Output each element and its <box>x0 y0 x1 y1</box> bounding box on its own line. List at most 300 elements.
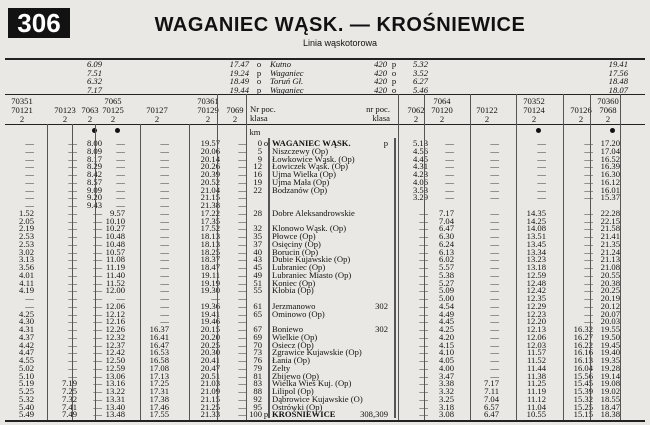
departure-time: — <box>68 316 77 327</box>
departure-time: 7.11 <box>484 386 499 396</box>
train-class: 2 <box>578 114 584 124</box>
table-ref: 420 <box>374 76 387 87</box>
departure-time: — <box>419 378 428 389</box>
connection-time: 5.46 <box>412 84 428 95</box>
connection-station: Waganiec <box>270 84 304 95</box>
departure-time: — <box>490 370 499 381</box>
departure-time: 16.13 <box>573 355 593 365</box>
departure-time: — <box>93 316 102 327</box>
departure-time: 4.30 <box>18 316 34 327</box>
train-number: 7065 <box>104 96 122 106</box>
train-number: 7068 <box>599 105 617 115</box>
departure-time: — <box>419 269 428 280</box>
train-number: 70360 <box>597 96 619 106</box>
train-class: 2 <box>87 114 93 124</box>
train-class: 2 <box>110 114 116 124</box>
departure-time: 3.38 <box>438 378 454 389</box>
connection-time: 18.48 <box>608 76 628 87</box>
km-marker: 55 <box>253 285 262 296</box>
departure-time: 16.27 <box>573 331 593 342</box>
train-class: 2 <box>19 114 25 124</box>
departure-time: 6.57 <box>483 401 499 412</box>
departure-time: 6.02 <box>438 254 454 265</box>
departure-time: 5.57 <box>438 262 454 272</box>
departure-time: 5.13 <box>412 138 428 148</box>
departure-time: — <box>238 378 247 389</box>
station-name: Wielkie (Op) <box>272 331 318 342</box>
departure-time: 4.54 <box>438 300 454 311</box>
table-rule <box>5 94 645 95</box>
departure-time: — <box>584 246 593 257</box>
departure-time: — <box>419 238 428 249</box>
column-separator <box>47 124 48 420</box>
station-name: Ostrówki (Op) <box>272 401 323 412</box>
departure-time: 20.19 <box>600 293 620 303</box>
km-marker: 16 <box>253 169 262 179</box>
departure-time: — <box>419 339 428 350</box>
departure-time: — <box>490 293 499 303</box>
arrive-depart-mark: p <box>263 409 269 420</box>
departure-time: — <box>93 355 102 365</box>
station-name: Dobre Aleksandrowskie <box>272 207 355 218</box>
station-name: Klonowo Wąsk. (Op) <box>272 223 347 234</box>
departure-time: 17.31 <box>149 386 169 396</box>
departure-time: — <box>68 285 77 296</box>
station-name: Łowkowice Wąsk. (Op) <box>272 153 355 164</box>
departure-time: 21.33 <box>200 409 220 420</box>
departure-time: — <box>25 161 34 172</box>
train-class: 2 <box>413 114 419 124</box>
km-marker: 22 <box>253 184 262 195</box>
departure-time: 20.14 <box>200 153 220 164</box>
departure-time: — <box>68 184 77 195</box>
departure-time: — <box>537 169 546 179</box>
departure-time: 15.37 <box>600 192 620 203</box>
departure-time: — <box>68 362 77 373</box>
departure-time: — <box>238 409 247 420</box>
departure-time: — <box>93 254 102 265</box>
train-number: 70352 <box>523 96 545 106</box>
station-name: Zbijewo (Op) <box>272 370 320 381</box>
departure-time: — <box>68 169 77 179</box>
departure-time: 16.37 <box>149 324 169 334</box>
departure-time: 17.25 <box>149 378 169 389</box>
departure-time: 20.47 <box>200 362 220 373</box>
departure-time: — <box>537 138 546 148</box>
departure-time: — <box>584 153 593 164</box>
departure-time: — <box>238 207 247 218</box>
departure-time: 20.12 <box>600 300 620 311</box>
departure-time: 20.51 <box>200 370 220 381</box>
connection-time: 3.52 <box>412 67 428 78</box>
departure-time: — <box>68 200 77 210</box>
departure-time: 4.45 <box>412 153 428 164</box>
train-class: 2 <box>232 114 238 124</box>
departure-time: 5.00 <box>438 293 454 303</box>
departure-time: 18.47 <box>600 401 620 412</box>
station-name: Zgrawice Kujawskie (Op) <box>272 347 362 358</box>
departure-time: 13.06 <box>105 370 125 381</box>
departure-time: — <box>490 277 499 288</box>
connection-time: 17.56 <box>608 67 628 78</box>
departure-time: 4.06 <box>412 176 428 187</box>
departure-time: — <box>238 246 247 257</box>
route-title: WAGANIEC WĄSK. — KROŚNIEWICE <box>154 14 526 36</box>
departure-time: — <box>445 138 454 148</box>
connection-time: 7.51 <box>86 67 102 78</box>
departure-time: — <box>238 386 247 396</box>
departure-time: 20.15 <box>200 324 220 334</box>
station-name: Lubraniec Miasto (Op) <box>272 269 352 280</box>
km-marker: 12 <box>253 161 262 172</box>
departure-time: — <box>160 316 169 327</box>
arrive-depart-mark: o <box>391 84 397 95</box>
departure-time: — <box>160 238 169 249</box>
departure-time: 4.47 <box>18 347 34 358</box>
departure-time: 19.08 <box>600 378 620 389</box>
station-name: Lilipol (Op) <box>272 386 314 396</box>
departure-time: 17.52 <box>200 223 220 234</box>
connection-time: 19.41 <box>608 59 628 69</box>
departure-time: — <box>490 153 499 164</box>
departure-time: 12.03 <box>526 339 546 350</box>
departure-time: — <box>160 277 169 288</box>
departure-time: 13.23 <box>526 254 546 265</box>
departure-time: — <box>419 393 428 404</box>
departure-time: 12.42 <box>105 347 125 358</box>
departure-time: 7.25 <box>61 386 77 396</box>
departure-time: 11.57 <box>526 347 546 358</box>
departure-time: 3.08 <box>438 409 454 420</box>
departure-time: 11.25 <box>526 378 546 389</box>
connection-station: Waganiec <box>270 67 304 78</box>
departure-time: — <box>490 169 499 179</box>
connection-time: 18.07 <box>608 84 628 95</box>
departure-time: — <box>68 238 77 249</box>
departure-time: 11.19 <box>105 262 125 272</box>
departure-time: 8.57 <box>86 176 102 187</box>
departure-time: — <box>584 169 593 179</box>
departure-time: — <box>116 192 125 203</box>
departure-time: — <box>68 324 77 334</box>
connection-time: 17.47 <box>229 59 249 69</box>
departure-time: 22.28 <box>600 207 620 218</box>
departure-time: 13.48 <box>105 409 125 420</box>
departure-time: 19.11 <box>200 269 220 280</box>
train-number: 70123 <box>54 105 76 115</box>
departure-time: — <box>93 238 102 249</box>
column-separator <box>140 124 141 420</box>
train-class: 2 <box>154 114 160 124</box>
departure-time: — <box>490 215 499 226</box>
departure-time: 13.40 <box>105 401 125 412</box>
departure-time: — <box>116 138 125 148</box>
departure-time: 13.34 <box>526 246 546 257</box>
km-marker: 95 <box>253 401 262 412</box>
departure-time: — <box>419 207 428 218</box>
departure-time: 20.06 <box>200 145 220 156</box>
departure-time: 16.30 <box>600 169 620 179</box>
departure-time: 17.38 <box>149 393 169 404</box>
departure-time: — <box>160 231 169 241</box>
departure-time: 3.02 <box>18 246 34 257</box>
station-name: Bodzanów (Op) <box>272 184 328 195</box>
departure-time: — <box>419 308 428 319</box>
departure-time: — <box>25 153 34 164</box>
departure-time: — <box>160 293 169 303</box>
departure-time: — <box>68 138 77 148</box>
departure-time: — <box>93 409 102 420</box>
departure-time: — <box>93 207 102 218</box>
departure-time: 4.37 <box>18 331 34 342</box>
departure-time: — <box>490 362 499 373</box>
departure-time: — <box>160 215 169 226</box>
departure-time: 19.50 <box>600 331 620 342</box>
departure-time: — <box>584 308 593 319</box>
connection-time: 19.44 <box>229 84 249 95</box>
departure-time: 20.39 <box>200 169 220 179</box>
departure-time: — <box>238 331 247 342</box>
column-separator <box>563 94 564 420</box>
departure-time: — <box>160 169 169 179</box>
departure-time: — <box>584 269 593 280</box>
table-ref: 420 <box>374 84 387 95</box>
departure-time: — <box>238 145 247 156</box>
arrive-depart-mark: p <box>391 59 397 69</box>
departure-time: — <box>490 184 499 195</box>
departure-time: — <box>584 176 593 187</box>
departure-time: 13.22 <box>105 386 125 396</box>
departure-time: — <box>490 231 499 241</box>
departure-time: — <box>419 285 428 296</box>
departure-time: — <box>238 138 247 148</box>
departure-time: 10.48 <box>105 238 125 249</box>
departure-time: — <box>160 285 169 296</box>
departure-time: — <box>68 153 77 164</box>
station-name: Płowce (Op) <box>272 231 316 241</box>
departure-time: 16.41 <box>149 331 169 342</box>
departure-time: — <box>116 145 125 156</box>
connection-station: Toruń Gł. <box>270 76 304 87</box>
departure-time: 11.40 <box>105 269 125 280</box>
column-separator <box>516 94 517 420</box>
departure-time: — <box>490 316 499 327</box>
departure-time: 4.11 <box>19 277 34 288</box>
column-separator <box>470 94 471 420</box>
departure-time: 20.41 <box>200 355 220 365</box>
departure-time: 12.06 <box>526 331 546 342</box>
departure-time: — <box>116 293 125 303</box>
station-ref: 302 <box>375 324 388 334</box>
departure-time: — <box>93 378 102 389</box>
departure-time: — <box>490 347 499 358</box>
departure-time: — <box>93 215 102 226</box>
departure-time: 4.31 <box>18 324 34 334</box>
departure-time: — <box>68 231 77 241</box>
departure-time: — <box>116 169 125 179</box>
departure-time: — <box>25 300 34 311</box>
train-number: 7069 <box>226 105 244 115</box>
departure-time: — <box>160 161 169 172</box>
departure-time: 21.13 <box>600 254 620 265</box>
departure-time: — <box>68 246 77 257</box>
arrive-depart-mark: o <box>391 67 397 78</box>
departure-time: — <box>419 231 428 241</box>
km-marker: 0 <box>257 138 262 148</box>
km-marker: 88 <box>253 386 262 396</box>
departure-time: — <box>116 161 125 172</box>
km-marker: 19 <box>253 176 262 187</box>
departure-time: 19.19 <box>200 277 220 288</box>
departure-time: 4.42 <box>18 339 34 350</box>
departure-time: 4.05 <box>438 355 454 365</box>
departure-time: 19.57 <box>200 138 220 148</box>
departure-time: 14.08 <box>526 223 546 234</box>
station-name: Łowiczek Wąsk. (Op) <box>272 161 348 172</box>
departure-time: 20.52 <box>200 176 220 187</box>
departure-time: — <box>419 370 428 381</box>
departure-time: — <box>238 223 247 234</box>
departure-time: — <box>419 362 428 373</box>
departure-time: 21.09 <box>200 386 220 396</box>
departure-time: 7.17 <box>483 378 499 389</box>
departure-time: 16.16 <box>573 347 593 358</box>
train-class: 2 <box>439 114 445 124</box>
train-marker-dot <box>536 128 541 133</box>
km-marker: 51 <box>253 277 262 288</box>
connection-time: 18.49 <box>229 76 249 87</box>
departure-time: — <box>490 324 499 334</box>
train-class: 2 <box>205 114 211 124</box>
km-marker: 35 <box>253 231 262 241</box>
departure-time: — <box>93 300 102 311</box>
departure-time: 19.40 <box>600 347 620 358</box>
departure-time: — <box>419 277 428 288</box>
departure-time: 21.15 <box>200 192 220 203</box>
departure-time: 8.29 <box>86 161 102 172</box>
table-number-badge: 306 <box>8 8 70 38</box>
departure-time: 16.52 <box>600 153 620 164</box>
train-number: 70361 <box>197 96 219 106</box>
departure-time: 16.04 <box>573 362 593 373</box>
departure-time: — <box>445 145 454 156</box>
departure-time: — <box>160 153 169 164</box>
departure-time: — <box>490 246 499 257</box>
column-heading: klasa <box>372 113 390 123</box>
departure-time: — <box>238 308 247 319</box>
departure-time: — <box>68 277 77 288</box>
km-marker: 92 <box>253 393 262 404</box>
departure-time: 20.26 <box>200 161 220 172</box>
km-heading: km <box>249 127 261 137</box>
departure-time: 19.55 <box>600 324 620 334</box>
km-marker: 67 <box>253 324 262 334</box>
departure-time: 19.41 <box>200 308 220 319</box>
departure-time: 10.48 <box>105 231 125 241</box>
departure-time: — <box>238 285 247 296</box>
departure-time: — <box>490 192 499 203</box>
departure-time: 15.15 <box>573 409 593 420</box>
departure-time: 14.25 <box>526 215 546 226</box>
departure-time: — <box>238 401 247 412</box>
km-marker: 5 <box>257 145 262 156</box>
departure-time: 5.27 <box>438 277 454 288</box>
departure-time: 4.49 <box>438 308 454 319</box>
departure-time: 9.57 <box>109 207 125 218</box>
arrive-depart-mark: p <box>256 84 262 95</box>
connection-time: 6.32 <box>86 76 102 87</box>
departure-time: 3.29 <box>412 192 428 203</box>
connection-station: Kutno <box>270 59 292 69</box>
departure-time: — <box>490 238 499 249</box>
departure-time: — <box>25 200 34 210</box>
departure-time: 3.18 <box>438 401 454 412</box>
station-ref: 308,309 <box>360 409 388 420</box>
departure-time: 21.03 <box>200 378 220 389</box>
departure-time: 7.04 <box>438 215 454 226</box>
departure-time: 9.09 <box>86 184 102 195</box>
departure-time: — <box>584 223 593 234</box>
station-name: Dąbrowice Kujawskie (O) <box>272 393 363 404</box>
table-rule <box>5 124 645 125</box>
route-direction-line <box>394 138 396 418</box>
departure-time: 20.30 <box>200 347 220 358</box>
departure-time: — <box>490 254 499 265</box>
departure-time: 4.10 <box>438 347 454 358</box>
arrive-depart-mark: o <box>263 138 269 148</box>
departure-time: 12.59 <box>526 269 546 280</box>
departure-time: 16.01 <box>600 184 620 195</box>
departure-time: 11.08 <box>105 254 125 265</box>
train-number: 70124 <box>523 105 545 115</box>
station-name: Borucin (Op) <box>272 246 319 257</box>
departure-time: 17.46 <box>149 401 169 412</box>
departure-time: — <box>537 145 546 156</box>
departure-time: — <box>490 308 499 319</box>
departure-time: — <box>93 393 102 404</box>
departure-time: — <box>445 192 454 203</box>
departure-time: — <box>490 331 499 342</box>
station-name: Koniec (Op) <box>272 277 316 288</box>
departure-time: 10.55 <box>526 409 546 420</box>
departure-time: — <box>419 347 428 358</box>
station-name: Lubraniec (Op) <box>272 262 326 272</box>
departure-time: — <box>490 269 499 280</box>
departure-time: 5.19 <box>18 378 34 389</box>
train-marker-dot <box>115 128 120 133</box>
departure-time: 21.38 <box>200 200 220 210</box>
route-direction-line <box>268 138 270 418</box>
km-marker: 61 <box>253 300 262 311</box>
departure-time: — <box>238 215 247 226</box>
departure-time: 13.51 <box>526 231 546 241</box>
departure-time: — <box>25 176 34 187</box>
departure-time: — <box>68 331 77 342</box>
train-class: 2 <box>605 114 611 124</box>
departure-time: 4.31 <box>412 161 428 172</box>
station-name: Wielka Wieś Kuj. (Op) <box>272 378 352 389</box>
departure-time: 18.38 <box>600 409 620 420</box>
departure-time: — <box>445 153 454 164</box>
station-name: Dubie Kujawskie (Op) <box>272 254 351 265</box>
departure-time: 12.35 <box>526 293 546 303</box>
train-number: 7064 <box>433 96 451 106</box>
station-name: Osiecz (Op) <box>272 339 314 350</box>
departure-time: 18.13 <box>200 231 220 241</box>
connection-time: 19.24 <box>229 67 249 78</box>
departure-time: — <box>160 262 169 272</box>
departure-time: — <box>93 308 102 319</box>
